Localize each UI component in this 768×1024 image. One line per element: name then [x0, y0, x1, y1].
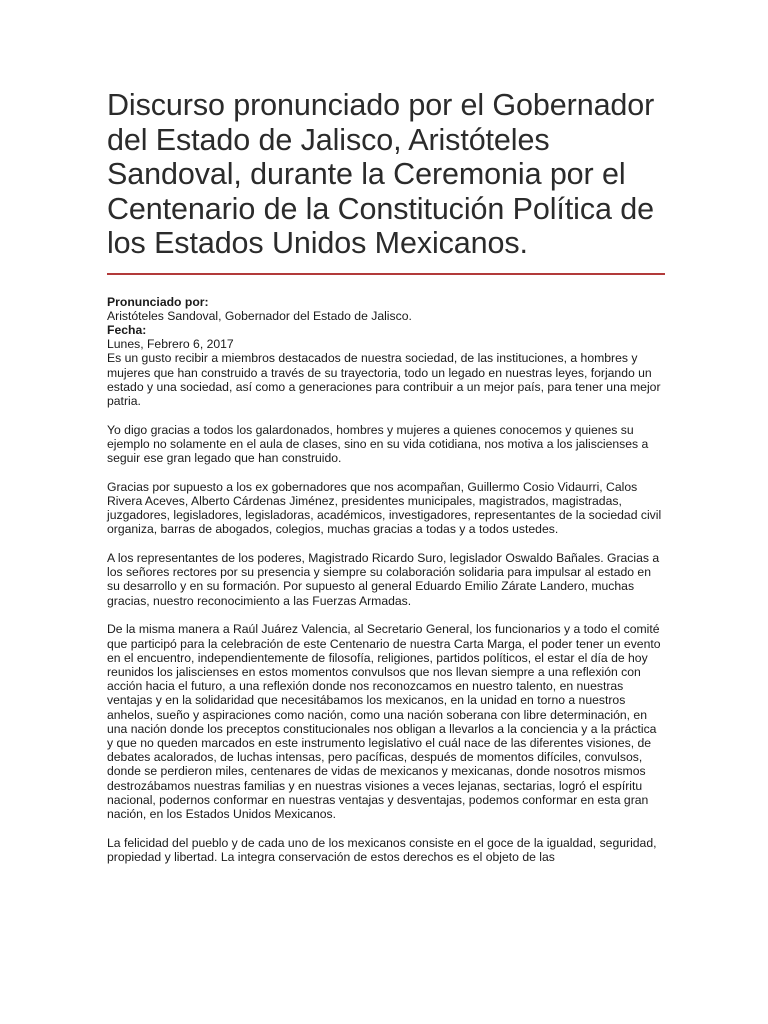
document-page: [107, 88, 663, 879]
date-value: Lunes, Febrero 6, 2017: [107, 337, 234, 352]
speaker-value: Aristóteles Sandoval, Gobernador del Estado de Jalisco.: [107, 308, 412, 323]
body-paragraph: Es un gusto recibir a miembros destacados de nuestra sociedad, de las instituciones, a hombres y mujeres que han construido a través de su trayectoria, todo un legado en nuestras leyes, forjando un estado y una sociedad, así como a generaciones para contribuir a un mejor país, para tener una mejor patria.: [107, 351, 661, 408]
body-paragraph: A los representantes de los poderes, Magistrado Ricardo Suro, legislador Oswaldo Bañales. Gracias a los señores rectores por su presencia y siempre su colaboración solidaria para impulsar al estado en su desarrollo y en su formación. Por supuesto al general Eduardo Emilio Zárate Landero, muchas gracias, nuestro reconocimiento a las Fuerzas Armadas.: [107, 551, 660, 608]
body-paragraph: Gracias por supuesto a los ex gobernadores que nos acompañan, Guillermo Cosio Vidaurri, Calos Rivera Aceves, Alberto Cárdenas Jiménez, presidentes municipales, magistrados, magistradas, juzgadores, legisladores, legisladoras, académicos, investigadores, representantes de la sociedad civil organiza, barras de abogados, colegios, muchas gracias a todas y a todos ustedes.: [107, 479, 662, 537]
body-paragraph: La felicidad del pueblo y de cada uno de los mexicanos consiste en el goce de la igualdad, seguridad, propiedad y libertad. La integra conservación de estos derechos es el objeto de las: [107, 835, 657, 864]
speaker-label: Pronunciado por:: [107, 294, 209, 309]
document-meta: [107, 295, 663, 352]
date-label: Fecha:: [107, 322, 147, 337]
document-title: Discurso pronunciado por el Gobernador del Estado de Jalisco, Aristóteles Sandoval, durante la Ceremonia por el Centenario de la Constitución Política de los Estados Unidos Mexicanos.: [107, 88, 655, 260]
title-divider: [107, 273, 665, 275]
body-paragraph: De la misma manera a Raúl Juárez Valencia, al Secretario General, los funcionarios y a todo el comité que participó para la celebración de este Centenario de nuestra Carta Marga, el poder tener un evento en el encuentro, independientemente de filosofía, religiones, partidos políticos, el estar el día de hoy reunidos los jaliscienses en estos momentos convulsos que nos llevan siempre a una reflexión con acción hacia el futuro, a una reflexión donde nos reconozcamos en nuestro talento, en nuestras ventajas y en la solidaridad que necesitábamos los mexicanos, en la unidad en torno a nuestros anhelos, sueño y aspiraciones como nación, como una nación soberana con libre determinación, en una nación donde los preceptos constitucionales nos obligan a llevarlos a la conciencia y a la práctica y que no queden marcados en este instrumento legislativo el cuál nace de las diferentes visiones, de debates acalorados, de luchas intensas, pero pacíficas, después de momentos difíciles, convulsos, donde se perdieron miles, centenares de vidas de mexicanos y mexicanas, donde nosotros mismos destrozábamos nuestras familias y en nuestras visiones a veces lejanas, sectarias, logró el espíritu nacional, podernos conformar en nuestras ventajas y desventajas, podemos conformar en esta gran nación, en los Estados Unidos Mexicanos.: [107, 622, 661, 821]
document-body: [107, 351, 663, 864]
body-paragraph: Yo digo gracias a todos los galardonados, hombres y mujeres a quienes conocemos y quienes su ejemplo no solamente en el aula de clases, sino en su vida cotidiana, nos motiva a los jaliscienses a seguir ese gran legado que han construido.: [107, 422, 649, 466]
